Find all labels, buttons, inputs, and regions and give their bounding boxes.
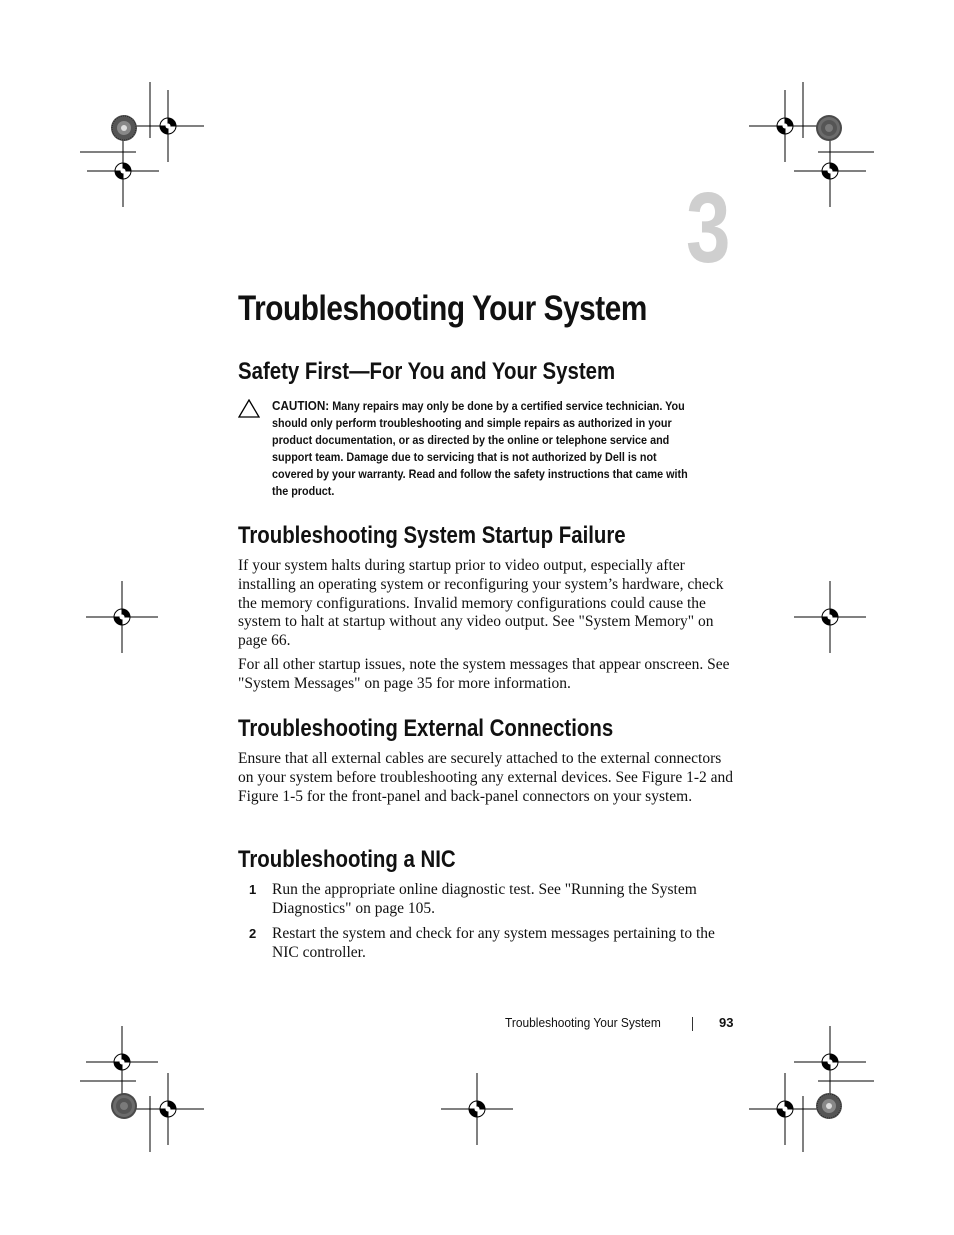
step-text: Restart the system and check for any system messages pertaining to the NIC controller. — [272, 925, 715, 961]
chapter-title: Troubleshooting Your System — [238, 289, 647, 328]
chapter-number: 3 — [686, 172, 729, 284]
registration-mark-bottom-left — [80, 1026, 204, 1152]
step-number: 1 — [249, 882, 257, 897]
heading-startup-failure: Troubleshooting System Startup Failure — [238, 522, 626, 549]
step-number: 2 — [249, 926, 257, 941]
footer-separator — [692, 1017, 693, 1031]
registration-mark-bottom-center — [441, 1073, 513, 1145]
heading-safety-first: Safety First—For You and Your System — [238, 358, 616, 385]
startup-paragraph-2: For all other startup issues, note the system messages that appear onscreen. See "System Messages" on page 35 for more information. — [238, 656, 730, 692]
step-text: Run the appropriate online diagnostic test. See "Running the System Diagnostics" on page 105. — [272, 881, 697, 917]
caution-text-block — [272, 397, 695, 501]
page-number: 93 — [719, 1015, 734, 1030]
caution-triangle-icon — [238, 399, 260, 418]
registration-mark-middle-left — [86, 581, 158, 653]
caution-message: Many repairs may only be done by a certified service technician. You should only perform troubleshooting and simple repairs as authorized in your product documentation, or as directed by the online or telephone service and support team. Damage due to servicing that is not authorized by Dell is not covered by your warranty. Read and follow the safety instructions that came with the product. — [272, 399, 688, 499]
registration-mark-top-left — [80, 82, 204, 207]
footer-chapter-title: Troubleshooting Your System — [505, 1015, 661, 1030]
heading-external-connections: Troubleshooting External Connections — [238, 715, 614, 742]
caution-label: CAUTION: — [272, 398, 330, 413]
registration-mark-top-right — [749, 82, 874, 207]
heading-nic: Troubleshooting a NIC — [238, 846, 456, 873]
registration-mark-bottom-right — [749, 1026, 874, 1152]
page-footer — [505, 1015, 734, 1030]
startup-paragraph-1: If your system halts during startup prior to video output, especially after installing an operating system or reconfiguring your system’s hardware, check the memory configurations. Invalid memory configurations could cause the system to halt at startup without any video output. See "System Memory" on page 66. — [238, 557, 724, 650]
registration-mark-middle-right — [794, 581, 866, 653]
external-paragraph-1: Ensure that all external cables are securely attached to the external connectors on your system before troubleshooting any external devices. See Figure 1-2 and Figure 1-5 for the front-panel and back-panel connectors on your system. — [238, 750, 734, 805]
